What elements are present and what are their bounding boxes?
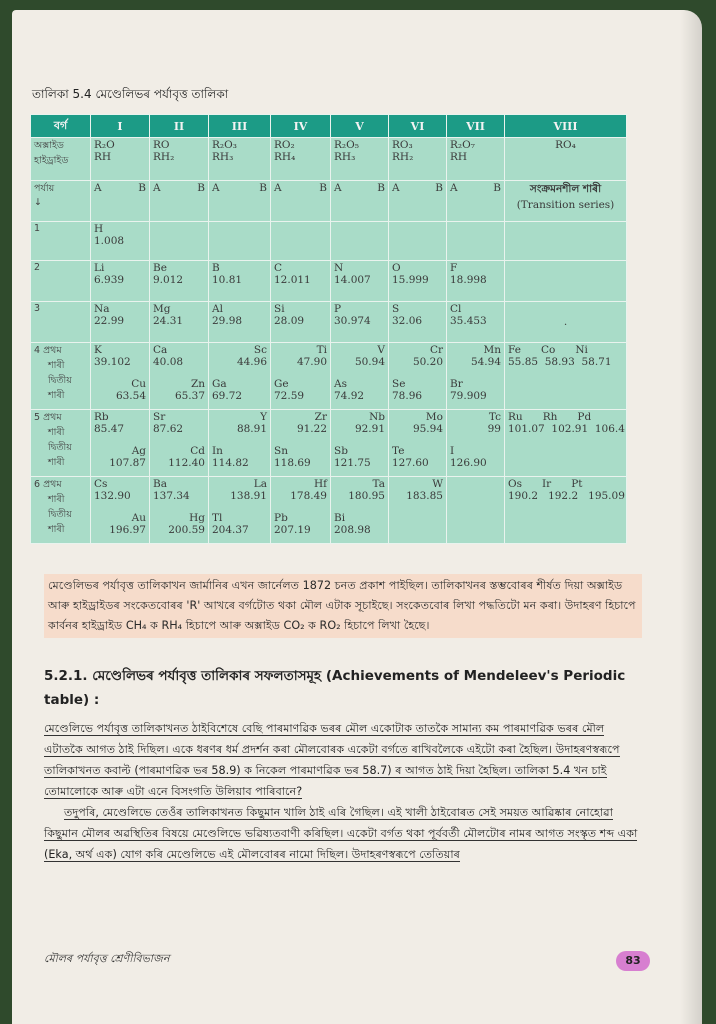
subgroup-row — [31, 181, 627, 222]
first-series-label: প্ৰথম — [43, 412, 62, 423]
element-symbol: H — [94, 223, 104, 235]
element-symbol: Au — [131, 512, 146, 524]
mendeleev-table — [30, 114, 627, 544]
element-cell — [150, 410, 209, 477]
empty-cell — [447, 477, 505, 544]
element-cell — [331, 410, 389, 477]
element-cell — [271, 410, 331, 477]
periodic-table — [30, 114, 626, 558]
element-symbol: In — [212, 445, 223, 457]
atomic-mass: 200.59 — [168, 524, 205, 536]
group-header-row — [31, 115, 627, 138]
empty-cell — [150, 222, 209, 261]
element-symbol: Hg — [189, 512, 205, 524]
element-symbol: Hf — [313, 478, 327, 490]
oxide-formula: R₂O — [94, 139, 115, 151]
header-group-viii: VIII — [505, 115, 627, 138]
element-symbol: Ca — [153, 344, 168, 356]
sub-b: B — [435, 182, 443, 194]
transition-cell — [505, 343, 627, 410]
header-group-label: বৰ্গ — [31, 115, 91, 138]
page-number: 83 — [616, 951, 650, 971]
paragraph-2 — [44, 802, 644, 865]
second-series-label: দ্বিতীয় — [48, 509, 72, 520]
element-symbol: B — [212, 262, 220, 274]
down-arrow-icon: ↓ — [34, 197, 42, 208]
empty-cell — [389, 222, 447, 261]
element-cell — [447, 343, 505, 410]
atomic-mass: 74.92 — [334, 390, 365, 402]
element-cell — [271, 302, 331, 343]
hydride-formula: RH₃ — [334, 151, 356, 163]
period-4-row — [31, 343, 627, 410]
first-series-label: প্ৰথম — [43, 479, 62, 490]
sub-b: B — [319, 182, 327, 194]
formula-cell — [150, 138, 209, 181]
element-cell — [389, 261, 447, 302]
subgroup-cell — [271, 181, 331, 222]
element-symbol: V — [377, 344, 385, 356]
hydride-formula: RH — [450, 151, 468, 163]
atomic-mass: 183.85 — [406, 490, 443, 502]
atomic-mass: 180.95 — [348, 490, 385, 502]
atomic-mass: 138.91 — [230, 490, 267, 502]
header-group-iv: IV — [271, 115, 331, 138]
sub-a: A — [392, 182, 400, 194]
element-cell — [91, 477, 150, 544]
element-symbol: Mo — [425, 411, 443, 423]
sub-b: B — [138, 182, 146, 194]
element-cell — [150, 302, 209, 343]
period-number: 1 — [31, 222, 91, 261]
element-symbol: Sb — [334, 445, 348, 457]
first-series-label: প্ৰথম — [43, 345, 62, 356]
period-label — [31, 181, 91, 222]
atomic-mass: 196.97 — [109, 524, 146, 536]
element-symbol: Tl — [212, 512, 223, 524]
element-cell — [389, 343, 447, 410]
atomic-mass: 92.91 — [354, 423, 385, 435]
empty-cell — [209, 222, 271, 261]
element-symbol: Te — [392, 445, 405, 457]
element-symbol: Al — [212, 303, 223, 315]
atomic-mass: 39.102 — [94, 356, 131, 368]
element-cell — [331, 477, 389, 544]
header-group-v: V — [331, 115, 389, 138]
subgroup-cell — [389, 181, 447, 222]
atomic-mass: 132.90 — [94, 490, 131, 502]
atomic-mass: 126.90 — [450, 457, 487, 469]
element-symbol: Ta — [372, 478, 385, 490]
element-symbol: N — [334, 262, 344, 274]
sub-b: B — [493, 182, 501, 194]
atomic-mass: 78.96 — [392, 390, 423, 402]
element-cell — [209, 302, 271, 343]
empty-cell — [447, 222, 505, 261]
element-cell — [150, 261, 209, 302]
formula-row — [31, 138, 627, 181]
atomic-mass: 40.08 — [153, 356, 184, 368]
element-symbol: Se — [392, 378, 406, 390]
element-cell — [209, 477, 271, 544]
element-symbol: Zn — [190, 378, 205, 390]
atomic-mass: 6.939 — [94, 274, 125, 286]
subgroup-cell — [91, 181, 150, 222]
element-symbol: Bi — [334, 512, 346, 524]
first-series-label-2: শাৰী — [48, 360, 65, 371]
transition-cell — [505, 410, 627, 477]
oxide-hydride-label — [31, 138, 91, 181]
atomic-mass: 32.06 — [392, 315, 423, 327]
oxide-formula: R₂O₇ — [450, 139, 475, 151]
element-cell — [331, 343, 389, 410]
element-symbol: Sn — [274, 445, 288, 457]
atomic-mass: 24.31 — [153, 315, 184, 327]
hydride-formula: RH₂ — [153, 151, 175, 163]
element-cell — [271, 343, 331, 410]
element-cell — [331, 302, 389, 343]
formula-cell — [505, 138, 627, 181]
atomic-mass: 44.96 — [236, 356, 267, 368]
atomic-mass: 47.90 — [296, 356, 327, 368]
second-series-label: দ্বিতীয় — [48, 442, 72, 453]
header-group-i: I — [91, 115, 150, 138]
atomic-mass: 22.99 — [94, 315, 125, 327]
sub-b: B — [197, 182, 205, 194]
element-symbol: Ag — [131, 445, 146, 457]
atomic-mass: 28.09 — [274, 315, 305, 327]
transition-masses: 190.2 192.2 195.09 — [508, 490, 625, 502]
element-symbol: Ge — [274, 378, 289, 390]
transition-masses: 55.85 58.93 58.71 — [508, 356, 612, 368]
book-page — [12, 10, 702, 1024]
element-symbol: O — [392, 262, 401, 274]
element-symbol: I — [450, 445, 455, 457]
subgroup-cell — [150, 181, 209, 222]
empty-cell — [505, 261, 627, 302]
element-cell — [447, 410, 505, 477]
formula-cell — [209, 138, 271, 181]
transition-symbols: Ru Rh Pd — [508, 411, 592, 423]
period-number: 4 — [34, 345, 41, 356]
paragraph-1-text: মেণ্ডেলিভে পৰ্যাবৃত্ত তালিকাখনত ঠাইবিশেষে বেছি পাৰমাণৱিক ভৰৰ মৌল একোটাক তাতকৈ সামান্য কম পাৰমাণৱিক ভৰৰ মৌল এটাতকৈ আগত ঠাই দিছিল। একে ধৰণৰ ধৰ্ম প্ৰদৰ্শন কৰা মৌলবোৰক একেটা বৰ্গতে ৰাখিবলৈকে এইটো কৰা হৈছিল। উদাহৰণস্বৰূপে তালিকাখনত কবাল্ট (পাৰমাণৱিক ভৰ 58.9) ক নিকেল পাৰমাণৱিক ভৰ 58.7) ৰ আগত ঠাই দিয়া হৈছিল। তালিকা 5.4 খন চাই তোমালোকে আৰু এটা এনে বিসংগতি উলিয়াব পাৰিবানে? — [44, 722, 620, 798]
viii-dot: . — [563, 316, 568, 328]
table-note: মেণ্ডেলিভৰ পৰ্যাবৃত্ত তালিকাখন জাৰ্মানিৰ এখন জাৰ্নেলত 1872 চনত প্ৰকাশ পাইছিল। তালিকাখনৰ স্তম্ভবোৰৰ শীৰ্ষত দিয়া অক্সাইড আৰু হাইড্ৰাইডৰ সংকেতবোৰৰ 'R' আখৰে বৰ্গটোত থকা মৌল এটাক সূচাইছে। সংকেতবোৰ লিখা পদ্ধতিটো মন কৰা। উদাহৰণ হিচাপে কাৰ্বনৰ হাইড্ৰাইড CH₄ ক RH₄ হিচাপে আৰু অক্সাইড CO₂ ক RO₂ হিচাপে লিখা হৈছে। — [44, 574, 642, 638]
atomic-mass: 35.453 — [450, 315, 487, 327]
period-5-row — [31, 410, 627, 477]
atomic-mass: 65.37 — [174, 390, 205, 402]
formula-cell — [447, 138, 505, 181]
sub-a: A — [274, 182, 282, 194]
atomic-mass: 50.94 — [354, 356, 385, 368]
hydride-formula: RH₃ — [212, 151, 234, 163]
element-cell — [389, 410, 447, 477]
transition-masses: 101.07 102.91 106.4 — [508, 423, 625, 435]
paragraph-2-text: তদুপৰি, মেণ্ডেলিভে তেওঁৰ তালিকাখনত কিছুমান খালি ঠাই এৰি গৈছিল। এই খালী ঠাইবোৰত সেই সময়ত আৱিষ্কাৰ নোহোৱা কিছুমান মৌলৰ অৱস্থিতিৰ বিষয়ে মেণ্ডেলিভে ভৱিষ্যতবাণী কৰিছিল। একেটা বৰ্গত থকা পূৰ্ববৰ্তী মৌলটোৰ নামৰ আগত সংস্কৃত শব্দ একা (Eka, অৰ্থ এক) যোগ কৰি মেণ্ডেলিভে এই মৌলবোৰৰ নামো দিছিল। উদাহৰণস্বৰূপে তেতিয়াৰ — [44, 806, 638, 861]
sub-a: A — [334, 182, 342, 194]
element-symbol: Mg — [153, 303, 171, 315]
period-label-cell — [31, 477, 91, 544]
period-1-row — [31, 222, 627, 261]
atomic-mass: 63.54 — [115, 390, 146, 402]
hydride-label: হাইড্ৰাইড — [34, 155, 69, 166]
atomic-mass: 15.999 — [392, 274, 429, 286]
atomic-mass: 18.998 — [450, 274, 487, 286]
element-symbol: Ba — [153, 478, 167, 490]
section-heading: 5.2.1. মেণ্ডেলিভৰ পৰ্যাবৃত্ত তালিকাৰ সফলতাসমূহ (Achievements of Mendeleev's Periodic table) : — [44, 668, 626, 708]
element-symbol: Y — [260, 411, 267, 423]
oxide-formula: RO₂ — [274, 139, 295, 151]
element-symbol: W — [432, 478, 443, 490]
atomic-mass: 12.011 — [274, 274, 311, 286]
body-text — [44, 718, 644, 865]
element-cell — [331, 261, 389, 302]
element-cell — [447, 302, 505, 343]
atomic-mass: 137.34 — [153, 490, 190, 502]
oxide-formula: RO — [153, 139, 170, 151]
element-symbol: F — [450, 262, 458, 274]
subgroup-cell — [209, 181, 271, 222]
element-cell — [447, 261, 505, 302]
element-symbol: Si — [274, 303, 285, 315]
period-number: 6 — [34, 479, 41, 490]
element-symbol: Sr — [153, 411, 166, 423]
element-cell — [91, 261, 150, 302]
element-symbol: Cu — [131, 378, 146, 390]
element-symbol: Zr — [314, 411, 327, 423]
transition-label-as: সংক্ৰমনশীল শাৰী — [529, 183, 602, 195]
second-series-label: দ্বিতীয় — [48, 375, 72, 386]
atomic-mass: 112.40 — [168, 457, 205, 469]
atomic-mass: 50.20 — [412, 356, 443, 368]
element-symbol: Nb — [369, 411, 385, 423]
header-group-vi: VI — [389, 115, 447, 138]
atomic-mass: 29.98 — [212, 315, 243, 327]
element-symbol: K — [94, 344, 102, 356]
atomic-mass: 107.87 — [109, 457, 146, 469]
element-symbol: P — [334, 303, 342, 315]
element-symbol: Cl — [450, 303, 462, 315]
sub-a: A — [94, 182, 102, 194]
element-cell — [389, 477, 447, 544]
atomic-mass: 178.49 — [290, 490, 327, 502]
sub-b: B — [377, 182, 385, 194]
atomic-mass: 208.98 — [334, 524, 371, 536]
element-symbol: S — [392, 303, 400, 315]
period-3-row — [31, 302, 627, 343]
table-caption: তালিকা 5.4 মেণ্ডেলিভৰ পৰ্যাবৃত্ত তালিকা — [32, 87, 229, 101]
formula-cell — [331, 138, 389, 181]
transition-series-label — [505, 181, 627, 222]
atomic-mass: 30.974 — [334, 315, 371, 327]
element-cell — [209, 410, 271, 477]
header-group-ii: II — [150, 115, 209, 138]
element-cell — [209, 343, 271, 410]
subgroup-cell — [331, 181, 389, 222]
element-symbol: Br — [450, 378, 463, 390]
element-symbol: Cd — [190, 445, 205, 457]
period-number: 3 — [31, 302, 91, 343]
second-series-label-2: শাৰী — [48, 457, 65, 468]
element-symbol: C — [274, 262, 283, 274]
element-symbol: Rb — [94, 411, 109, 423]
first-series-label-2: শাৰী — [48, 427, 65, 438]
subgroup-cell — [447, 181, 505, 222]
atomic-mass: 114.82 — [212, 457, 249, 469]
empty-cell — [331, 222, 389, 261]
atomic-mass: 69.72 — [212, 390, 243, 402]
formula-cell — [271, 138, 331, 181]
atomic-mass: 85.47 — [94, 423, 125, 435]
oxide-formula: R₂O₃ — [212, 139, 237, 151]
transition-symbols: Os Ir Pt — [508, 478, 583, 490]
atomic-mass: 207.19 — [274, 524, 311, 536]
atomic-mass: 9.012 — [153, 274, 184, 286]
second-series-label-2: শাৰী — [48, 390, 65, 401]
element-cell — [389, 302, 447, 343]
oxide-label: অক্সাইড — [34, 140, 64, 151]
element-symbol: Tc — [488, 411, 501, 423]
period-label-text: পৰ্যায় — [34, 183, 55, 194]
element-cell — [150, 477, 209, 544]
header-group-vii: VII — [447, 115, 505, 138]
atomic-mass: 1.008 — [94, 235, 125, 247]
period-label-cell — [31, 410, 91, 477]
footer-title: মৌলৰ পৰ্যাবৃত্ত শ্ৰেণীবিভাজন — [44, 952, 170, 965]
transition-label-en: (Transition series) — [516, 199, 615, 211]
oxide-formula: RO₄ — [555, 139, 576, 151]
atomic-mass: 121.75 — [334, 457, 371, 469]
atomic-mass: 127.60 — [392, 457, 429, 469]
hydride-formula: RH₂ — [392, 151, 414, 163]
period-2-row — [31, 261, 627, 302]
period-6-row — [31, 477, 627, 544]
second-series-label-2: শাৰী — [48, 524, 65, 535]
sub-a: A — [153, 182, 161, 194]
hydride-formula: RH₄ — [274, 151, 296, 163]
formula-cell — [389, 138, 447, 181]
atomic-mass: 87.62 — [153, 423, 184, 435]
viii-cell — [505, 302, 627, 343]
transition-symbols: Fe Co Ni — [508, 344, 588, 356]
header-group-iii: III — [209, 115, 271, 138]
element-cell — [91, 343, 150, 410]
atomic-mass: 88.91 — [236, 423, 267, 435]
sub-b: B — [259, 182, 267, 194]
element-cell — [91, 222, 150, 261]
element-symbol: Pb — [274, 512, 288, 524]
element-symbol: Sc — [253, 344, 267, 356]
element-symbol: Cr — [429, 344, 443, 356]
atomic-mass: 204.37 — [212, 524, 249, 536]
formula-cell — [91, 138, 150, 181]
empty-cell — [271, 222, 331, 261]
first-series-label-2: শাৰী — [48, 494, 65, 505]
oxide-formula: R₂O₅ — [334, 139, 359, 151]
empty-cell — [505, 222, 627, 261]
atomic-mass: 95.94 — [412, 423, 443, 435]
atomic-mass: 118.69 — [274, 457, 311, 469]
atomic-mass: 91.22 — [296, 423, 327, 435]
sub-a: A — [212, 182, 220, 194]
element-symbol: Ti — [316, 344, 327, 356]
element-symbol: Be — [153, 262, 167, 274]
atomic-mass: 99 — [487, 423, 501, 435]
atomic-mass: 14.007 — [334, 274, 371, 286]
atomic-mass: 79.909 — [450, 390, 487, 402]
page-shadow — [680, 10, 702, 1024]
element-cell — [271, 261, 331, 302]
transition-cell — [505, 477, 627, 544]
atomic-mass: 10.81 — [212, 274, 243, 286]
element-symbol: Cs — [94, 478, 108, 490]
element-cell — [209, 261, 271, 302]
element-symbol: La — [253, 478, 267, 490]
period-number: 5 — [34, 412, 41, 423]
element-symbol: Mn — [483, 344, 501, 356]
atomic-mass: 54.94 — [470, 356, 501, 368]
element-symbol: As — [334, 378, 347, 390]
paragraph-1 — [44, 718, 644, 802]
sub-a: A — [450, 182, 458, 194]
element-cell — [271, 477, 331, 544]
element-symbol: Ga — [212, 378, 227, 390]
element-cell — [91, 302, 150, 343]
element-cell — [150, 343, 209, 410]
oxide-formula: RO₃ — [392, 139, 413, 151]
element-cell — [91, 410, 150, 477]
element-symbol: Li — [94, 262, 105, 274]
hydride-formula: RH — [94, 151, 112, 163]
period-number: 2 — [31, 261, 91, 302]
period-label-cell — [31, 343, 91, 410]
atomic-mass: 72.59 — [274, 390, 305, 402]
element-symbol: Na — [94, 303, 110, 315]
